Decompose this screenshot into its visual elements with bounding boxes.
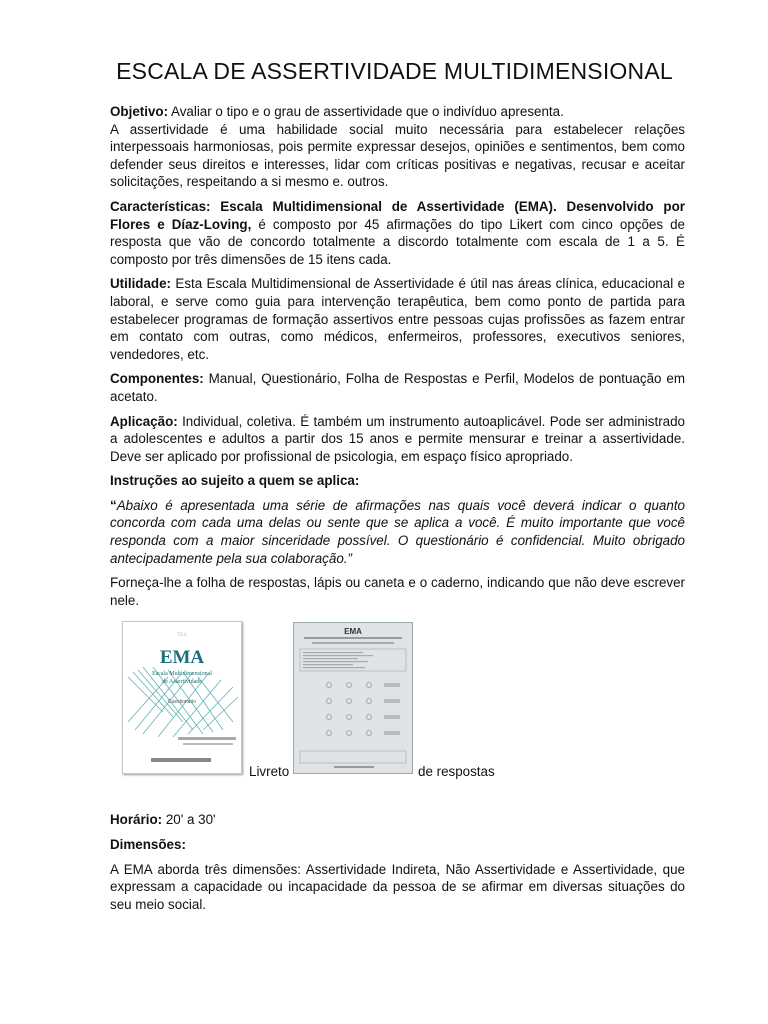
utilidade-text: Esta Escala Multidimensional de Assertividade é útil nas áreas clínica, educacional e laboral, e serve como guia para intervenção terapêutica, bem como ponto de partida para estabelecer programas de formação assertivos entre pessoas cujas profissões as fazem entrar em contato com outras, como médicos, enfermeiros, professores, executivos seniores, vendedores, etc. [110, 276, 685, 362]
objetivo-text: Avaliar o tipo e o grau de assertividade que o indivíduo apresenta. [168, 104, 564, 119]
componentes-paragraph [110, 370, 685, 405]
folha-respostas-image [293, 622, 413, 774]
caracteristicas-paragraph [110, 198, 685, 268]
cover-subtitle-2: de Assertividade [162, 679, 202, 686]
svg-text:TEA: TEA [177, 633, 187, 639]
dimensoes-paragraph: A EMA aborda três dimensões: Assertividade Indireta, Não Assertividade e Assertividade, que expressam a capacidade ou incapacidade da pessoa de se afirmar em diversas situações do seu meio social. [110, 861, 685, 912]
aplicacao-text: Individual, coletiva. É também um instrumento autoaplicável. Pode ser administrado a adolescentes e adultos a partir dos 15 anos e permite mensurar e treinar a assertividade. Deve ser aplicado por profissional de psicologia, em espaço físico apropriado. [110, 413, 685, 464]
instrucoes-quote-text: Abaixo é apresentada uma série de afirmações nas quais você deverá indicar o quanto concorda com cada uma delas ou sente que se aplica a você. É muito importante que você responda com a maior sinceridade possível. O questionário é confidencial. Muito obrigado antecipadamente pela sua colaboração.” [110, 497, 685, 566]
aplicacao-label: Aplicação: [110, 413, 178, 429]
caracteristicas-label: Características: Escala Multidimensional de Assertividade (EMA). Desenvolvido por Flores e Díaz-Loving, [110, 198, 685, 232]
dimensoes-heading [110, 836, 685, 854]
cover-label: Cuestionario [167, 699, 197, 706]
utilidade-label: Utilidade: [110, 276, 172, 292]
objetivo-label: Objetivo: [110, 104, 169, 119]
figures-row [110, 621, 685, 783]
horario-paragraph [110, 811, 685, 829]
cover-subtitle-1: Escala Multidimensional [152, 671, 212, 678]
utilidade-paragraph [110, 275, 685, 363]
horario-label: Horário: [110, 812, 163, 828]
componentes-text: Manual, Questionário, Folha de Respostas e Perfil, Modelos de pontuação em acetato. [110, 371, 685, 404]
aplicacao-paragraph [110, 413, 685, 466]
horario-text: 20' a 30' [162, 812, 216, 828]
instrucoes-label: Instruções ao sujeito a quem se aplica: [110, 473, 360, 489]
answer-sheet-illustration [294, 623, 412, 773]
componentes-label: Componentes: [110, 371, 204, 387]
caracteristicas-text: é composto por 45 afirmações do tipo Likert com cinco opções de resposta que vão de concordo totalmente a discordo totalmente com escala de 1 a 5. É composto por três dimensões de 15 itens cada. [110, 216, 685, 267]
open-quote-mark: “ [110, 497, 117, 513]
livreto-cover-image [122, 621, 242, 774]
dimensoes-label: Dimensões: [110, 837, 186, 853]
document-title: ESCALA DE ASSERTIVIDADE MULTIDIMENSIONAL [116, 58, 673, 84]
instrucoes-after: Forneça-lhe a folha de respostas, lápis ou caneta e o caderno, indicando que não deve escrever nele. [110, 575, 685, 608]
instrucoes-heading [110, 472, 685, 490]
caption-respostas: de respostas [418, 764, 495, 780]
livreto-cover-illustration [123, 622, 241, 773]
cover-brand: EMA [159, 647, 205, 669]
sheet-brand: EMA [344, 627, 362, 637]
instrucoes-quote [110, 497, 685, 567]
objetivo-paragraph [110, 103, 685, 191]
caption-livreto: Livreto [249, 764, 290, 780]
objetivo-text2: A assertividade é uma habilidade social muito necessária para estabelecer relações interpessoais harmoniosas, pois permite expressar desejos, opiniões e sentimentos, bem como defender seus direitos e interesses, lidar com críticas positivas e negativas, recusar e aceitar solicitações, respeitando a si mesmo e. outros. [110, 121, 685, 190]
